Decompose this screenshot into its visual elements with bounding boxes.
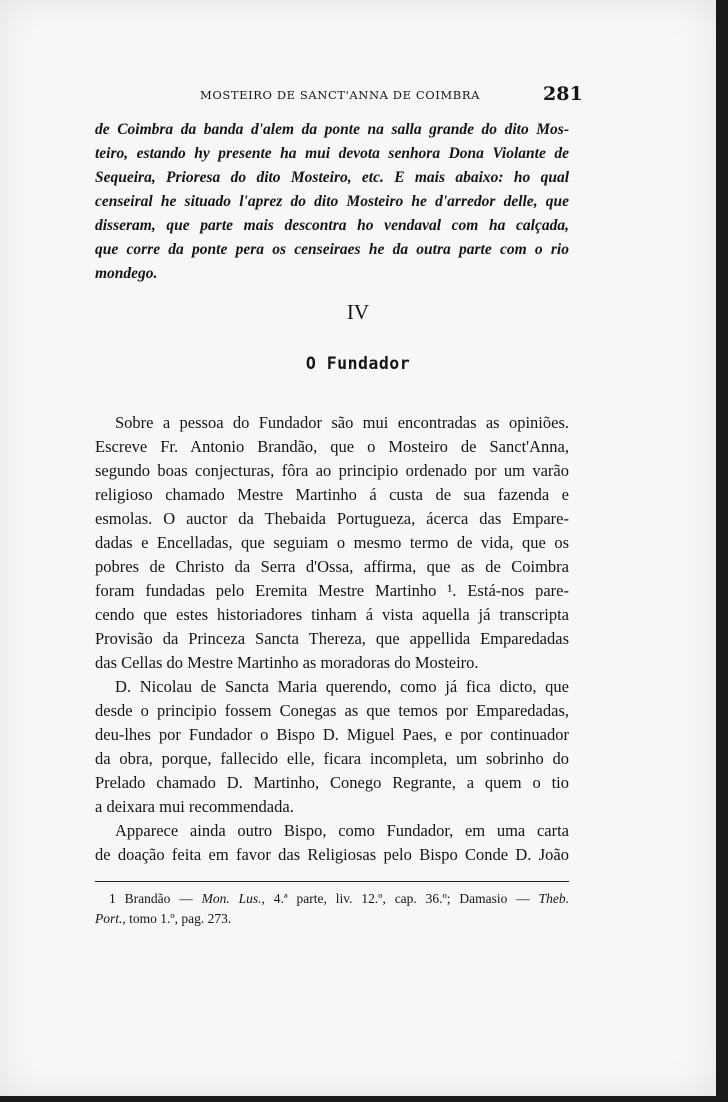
paragraph-line: deu-lhes por Fundador o Bispo D. Miguel Paes, e por continuador — [95, 725, 569, 744]
body-text — [95, 411, 569, 867]
paragraph-line: cendo que estes historiadores tinham á vista aquella já transcripta — [95, 605, 569, 624]
quote-line: mondego. — [95, 265, 158, 282]
quote-line: censeiral he situado l'aprez do dito Mosteiro he d'arredor delle, que — [95, 193, 569, 210]
paragraph-line: D. Nicolau de Sancta Maria querendo, como já fica dicto, que — [115, 677, 569, 696]
paragraph-line: segundo boas conjecturas, fôra ao principio ordenado por um varão — [95, 461, 569, 480]
paragraph-line: dadas e Encelladas, que seguiam o mesmo termo de vida, que os — [95, 533, 569, 552]
footnote-author: Brandão — — [124, 891, 202, 906]
paragraph-line: foram fundadas pelo Eremita Mestre Martinho ¹. Está-nos pare- — [95, 581, 569, 600]
page-number: 281 — [543, 83, 583, 105]
quoted-document-excerpt — [95, 118, 569, 286]
paragraph-line: a deixara mui recommendada. — [95, 797, 294, 816]
paragraph-line: Escreve Fr. Antonio Brandão, que o Mosteiro de Sanct'Anna, — [95, 437, 569, 456]
quote-line: teiro, estando hy presente ha mui devota senhora Dona Violante de — [95, 145, 569, 162]
footnote-work-title: Mon. Lus. — [201, 891, 262, 906]
quote-line: disseram, que parte mais descontra ho vendaval com ha calçada, — [95, 217, 569, 234]
section-title: O Fundador — [305, 354, 411, 373]
quote-line: de Coimbra da banda d'alem da ponte na salla grande do dito Mos- — [95, 121, 569, 138]
page-header — [0, 84, 716, 108]
footnote-rule — [95, 881, 569, 882]
footnote-reference: , 4.ª parte, liv. 12.º, cap. 36.º; Damasio — — [261, 891, 539, 906]
paragraph-line: desde o principio fossem Conegas as que temos por Emparedadas, — [95, 701, 569, 720]
paragraph-line: da obra, porque, fallecido elle, ficara incompleta, um sobrinho do — [95, 749, 569, 768]
footnote-marker: 1 — [109, 891, 116, 906]
footnote-work-title: Theb. — [538, 891, 569, 906]
footnote-line — [95, 909, 569, 929]
footnote — [95, 889, 569, 929]
paragraph-line: Prelado chamado D. Martinho, Conego Regrante, a quem o tio — [95, 773, 569, 792]
quote-line: que corre da ponte pera os censeiraes he da outra parte com o rio — [95, 241, 569, 258]
paragraph-line: Apparece ainda outro Bispo, como Fundador, em uma carta — [115, 821, 569, 840]
paragraph-line: Provisão da Princeza Sancta Thereza, que appellida Emparedadas — [95, 629, 569, 648]
running-title: MOSTEIRO DE SANCT'ANNA DE COIMBRA — [200, 88, 480, 102]
section-numeral: IV — [346, 300, 370, 324]
footnote-line — [95, 889, 569, 909]
footnote-work-title: Port. — [95, 911, 123, 926]
paragraph-line: de doação feita em favor das Religiosas pelo Bispo Conde D. João — [95, 845, 569, 864]
quote-line: Sequeira, Prioresa do dito Mosteiro, etc. E mais abaixo: ho qual — [95, 169, 569, 186]
footnote-reference: , tomo 1.º, pag. 273. — [122, 911, 232, 926]
paragraph-line: religioso chamado Mestre Martinho á custa de sua fazenda e — [95, 485, 569, 504]
paragraph-line: pobres de Christo da Serra d'Ossa, affirma, que as de Coimbra — [95, 557, 569, 576]
paragraph-line: das Cellas do Mestre Martinho as moradoras do Mosteiro. — [95, 653, 479, 672]
paragraph-line: Sobre a pessoa do Fundador são mui encontradas as opiniões. — [115, 413, 569, 432]
paragraph-line: esmolas. O auctor da Thebaida Portugueza, ácerca das Empare- — [95, 509, 569, 528]
